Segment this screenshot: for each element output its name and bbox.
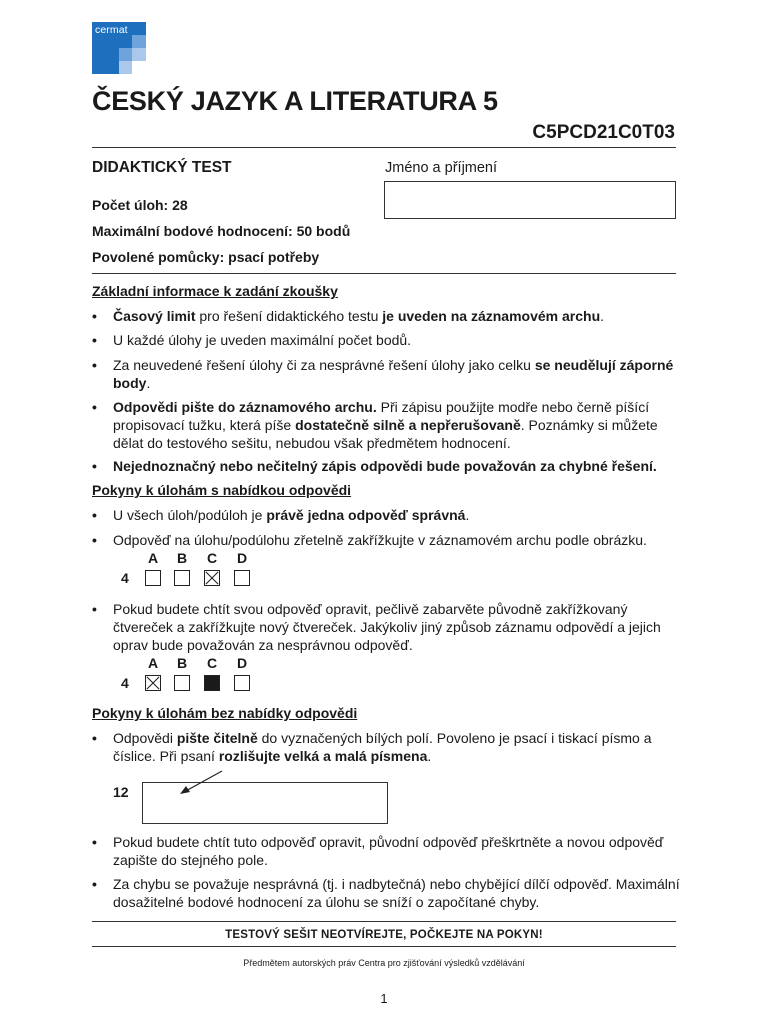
answer-checkbox[interactable] <box>145 570 161 586</box>
name-label: Jméno a příjmení <box>385 160 498 176</box>
section-heading-basic: Základní informace k zadání zkoušky <box>92 283 338 299</box>
page-title: ČESKÝ JAZYK A LITERATURA 5 <box>92 86 498 116</box>
bullet-icon: • <box>92 834 97 850</box>
bullet-icon: • <box>92 876 97 892</box>
cermat-logo <box>92 22 146 74</box>
arrow-icon <box>170 768 230 798</box>
allowed-tools: Povolené pomůcky: psací potřeby <box>92 249 320 265</box>
option-letter: D <box>236 655 248 671</box>
answer-checkbox[interactable] <box>174 675 190 691</box>
list-item: • Časový limit pro řešení didaktického testu je uveden na záznamovém archu. <box>92 308 605 324</box>
list-item: • Nejednoznačný nebo nečitelný zápis odpovědi bude považován za chybné řešení. <box>92 458 657 474</box>
list-item: • Za neuvedené řešení úlohy či za nesprávné řešení úlohy jako celku se neudělují záporné body. <box>92 357 674 391</box>
option-letter: B <box>176 550 188 566</box>
list-item: • Odpověď na úlohu/podúlohu zřetelně zakřížkujte v záznamovém archu podle obrázku. <box>92 532 647 548</box>
bullet-icon: • <box>92 507 97 523</box>
list-item: • Pokud budete chtít tuto odpověď opravit, původní odpověď přeškrtněte a novou odpověď zapište do stejného pole. <box>92 834 664 868</box>
name-input-box[interactable] <box>384 181 676 219</box>
test-code: C5PCD21C0T03 <box>532 122 675 143</box>
list-item: • Pokud budete chtít svou odpověď opravit, pečlivě zabarvěte původně zakřížkovaný čtvereček a zakřížkujte nový čtvereček. Jakýkoliv jiný způsob záznamu odpovědí a jejich oprav bude považován za nesprávnou odpověď. <box>92 601 661 653</box>
section-heading-open: Pokyny k úlohám bez nabídky odpovědi <box>92 705 358 721</box>
bullet-icon: • <box>92 458 97 474</box>
task-number: 4 <box>121 570 129 586</box>
answer-checkbox[interactable] <box>234 570 250 586</box>
divider <box>92 921 676 922</box>
divider <box>92 147 676 148</box>
answer-checkbox[interactable] <box>204 675 220 691</box>
max-points: Maximální bodové hodnocení: 50 bodů <box>92 223 351 239</box>
option-letter: B <box>176 655 188 671</box>
bullet-icon: • <box>92 308 97 324</box>
list-item: • Odpovědi pište čitelně do vyznačených bílých polí. Povoleno je psací i tiskací písmo a číslice. Při psaní rozlišujte velká a malá písmena. <box>92 730 652 764</box>
test-title: DIDAKTICKÝ TEST <box>92 159 232 176</box>
section-heading-choice: Pokyny k úlohám s nabídkou odpovědi <box>92 482 352 498</box>
list-item: • U všech úloh/podúloh je právě jedna odpověď správná. <box>92 507 470 523</box>
divider <box>92 273 676 274</box>
option-letter: C <box>206 655 218 671</box>
bullet-icon: • <box>92 532 97 548</box>
answer-checkbox[interactable] <box>174 570 190 586</box>
option-letter: D <box>236 550 248 566</box>
list-item: • Za chybu se považuje nesprávná (tj. i nadbytečná) nebo chybějící dílčí odpověď. Maximální dosažitelné bodové hodnocení za úlohu se sníží o započítané chyby. <box>92 876 680 910</box>
bullet-icon: • <box>92 332 97 348</box>
task-number: 4 <box>121 675 129 691</box>
bullet-icon: • <box>92 601 97 617</box>
option-letter: A <box>147 550 159 566</box>
option-letter: A <box>147 655 159 671</box>
copyright-text: Předmětem autorských práv Centra pro zjišťování výsledků vzdělávání <box>243 958 525 968</box>
logo-text: cermat <box>95 24 128 36</box>
list-item: • Odpovědi pište do záznamového archu. Při zápisu použijte modře nebo černě píšící propisovací tužku, která píše dostatečně silně a nepřerušovaně. Poznámky si můžete dělat do testového sešitu, nebudou však předmětem hodnocení. <box>92 399 658 451</box>
option-letter: C <box>206 550 218 566</box>
answer-checkbox[interactable] <box>204 570 220 586</box>
task-count: Počet úloh: 28 <box>92 197 188 213</box>
answer-checkbox[interactable] <box>145 675 161 691</box>
warning-text: TESTOVÝ SEŠIT NEOTVÍREJTE, POČKEJTE NA POKYN! <box>225 929 543 941</box>
divider <box>92 946 676 947</box>
bullet-icon: • <box>92 357 97 373</box>
list-item: • U každé úlohy je uveden maximální počet bodů. <box>92 332 412 348</box>
task-number: 12 <box>113 784 129 800</box>
bullet-icon: • <box>92 730 97 746</box>
answer-checkbox[interactable] <box>234 675 250 691</box>
page-number: 1 <box>380 991 388 1006</box>
bullet-icon: • <box>92 399 97 415</box>
